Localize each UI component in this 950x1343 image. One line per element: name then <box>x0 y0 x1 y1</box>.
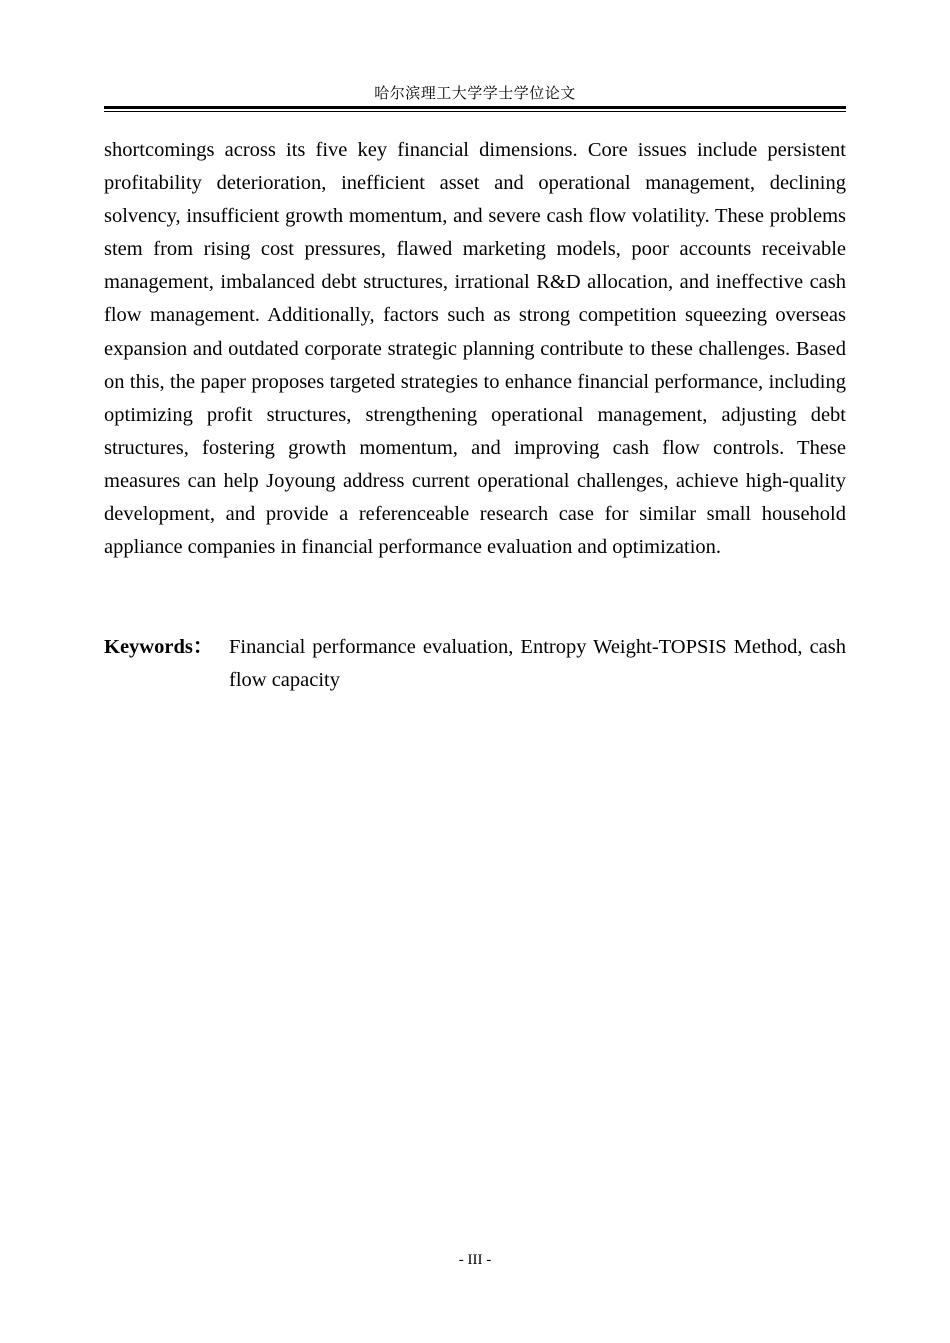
page-number: - III - <box>458 1252 492 1268</box>
header-rule-thin <box>104 111 846 112</box>
keywords-value: Financial performance evaluation, Entropy Weight-TOPSIS Method, cash flow capacity <box>229 636 846 691</box>
keywords-section <box>104 631 846 697</box>
running-header: 哈尔滨理工大学学士学位论文 <box>374 86 576 102</box>
keywords-label: Keywords： <box>104 636 214 658</box>
abstract-paragraph: shortcomings across its five key financial dimensions. Core issues include persistent profitability deterioration, inefficient asset and operational management, declining solvency, insufficient growth momentum, and severe cash flow volatility. These problems stem from rising cost pressures, flawed marketing models, poor accounts receivable management, imbalanced debt structures, irrational R&D allocation, and ineffective cash flow management. Additionally, factors such as strong competition squeezing overseas expansion and outdated corporate strategic planning contribute to these challenges. Based on this, the paper proposes targeted strategies to enhance financial performance, including optimizing profit structures, strengthening operational management, adjusting debt structures, fostering growth momentum, and improving cash flow controls. These measures can help Joyoung address current operational challenges, achieve high-quality development, and provide a referenceable research case for similar small household appliance companies in financial performance evaluation and optimization. <box>104 139 846 559</box>
header-rule-thick <box>104 106 846 109</box>
